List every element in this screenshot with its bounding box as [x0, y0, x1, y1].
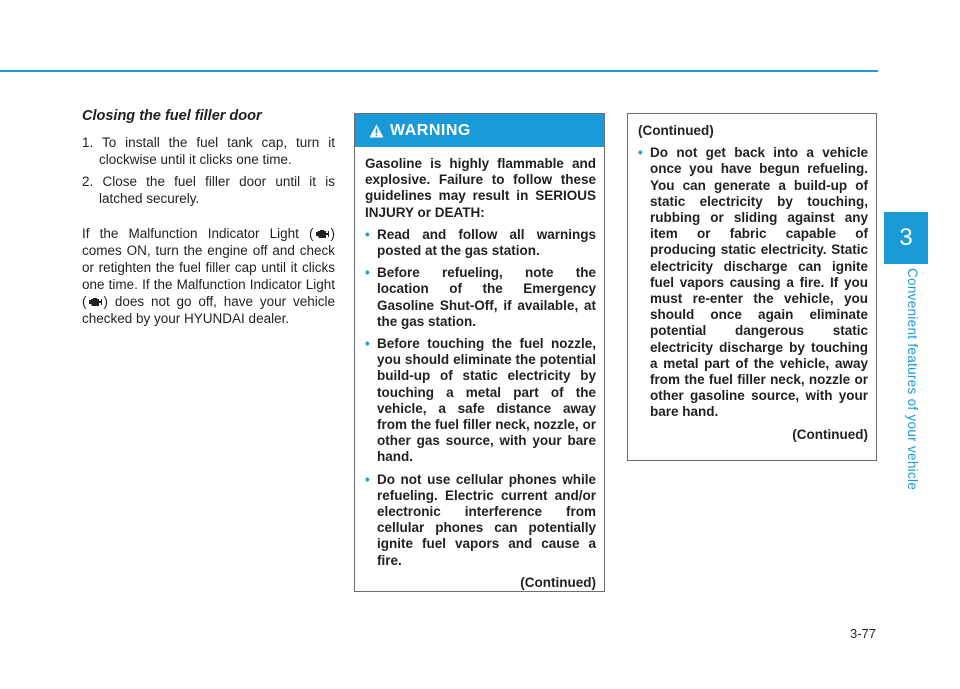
warning-item-text: Before refueling, note the location of the Emergency Gasoline Shut-Off, if available, at the gas station. — [377, 265, 596, 329]
warning-item — [638, 145, 868, 420]
warning-item — [365, 265, 596, 330]
warning-item — [365, 227, 596, 259]
continued-warning-box — [627, 113, 877, 461]
continued-bottom-label: (Continued) — [792, 426, 868, 442]
bullet-dot: • — [365, 226, 370, 242]
warning-header — [355, 114, 604, 147]
para-text: ) comes ON, turn the engine off and check or retighten the fuel filler cap until it clicks one time. If the Malfunction Indicator Light ( — [82, 226, 335, 309]
continued-label: (Continued) — [520, 574, 596, 590]
warning-item — [365, 336, 596, 466]
continued-top-label: (Continued) — [638, 123, 714, 138]
warning-item-text: Read and follow all warnings posted at the gas station. — [377, 226, 596, 259]
main-column — [82, 108, 335, 327]
warning-item-text: Do not use cellular phones while refueling. Electric current and/or electronic interference from cellular phones can potentially ignite fuel vapors and cause a fire. — [377, 471, 596, 568]
section-heading: Closing the fuel filler door — [82, 108, 262, 124]
engine-malfunction-icon — [88, 296, 103, 308]
bullet-dot: • — [365, 265, 370, 281]
continued-list — [638, 145, 868, 420]
warning-item-text: Before touching the fuel nozzle, you should eliminate the potential build-up of static electricity by touching a metal part of the vehicle, a safe distance away from the fuel filler neck, nozzle, or other gas source, with your bare hand. — [377, 336, 596, 465]
bullet-dot: • — [638, 145, 643, 161]
warning-body — [355, 147, 604, 591]
step-item: 1. To install the fuel tank cap, turn it clockwise until it clicks one time. — [82, 135, 335, 167]
mil-paragraph — [82, 225, 335, 327]
warning-triangle-icon — [369, 124, 384, 138]
para-text: If the Malfunction Indicator Light ( — [82, 226, 314, 241]
header-rule — [0, 70, 878, 72]
warning-box — [354, 113, 605, 592]
warning-item-text: Do not get back into a vehicle once you have begun refueling. You can generate a build-up of static electricity by touching, rubbing or sliding against any item or fabric capable of producing static electricity. Static electricity discharge can ignite fuel vapors causing a fire. If you must re-enter the vehicle, you should once again eliminate potential dangerous static electricity discharge by touching a metal part of the vehicle, away from the fuel filler neck, nozzle or other gasoline source, with your bare hand. — [650, 145, 868, 420]
page-number: 3-77 — [849, 626, 876, 641]
warning-list — [365, 227, 596, 569]
step-list — [82, 134, 335, 207]
para-text: ) does not go off, have your vehicle checked by your HYUNDAI dealer. — [82, 294, 335, 326]
bullet-dot: • — [365, 471, 370, 487]
bullet-dot: • — [365, 336, 370, 352]
warning-item — [365, 472, 596, 569]
warning-intro: Gasoline is highly flammable and explosive. Failure to follow these guidelines may result in SERIOUS INJURY or DEATH: — [365, 156, 596, 220]
engine-malfunction-icon — [315, 228, 330, 240]
continued-body — [628, 114, 876, 443]
chapter-tab: 3 — [884, 212, 928, 264]
step-item: 2. Close the fuel filler door until it is latched securely. — [82, 174, 335, 206]
warning-title: WARNING — [390, 121, 471, 139]
chapter-title: Convenient features of your vehicle — [905, 268, 920, 491]
